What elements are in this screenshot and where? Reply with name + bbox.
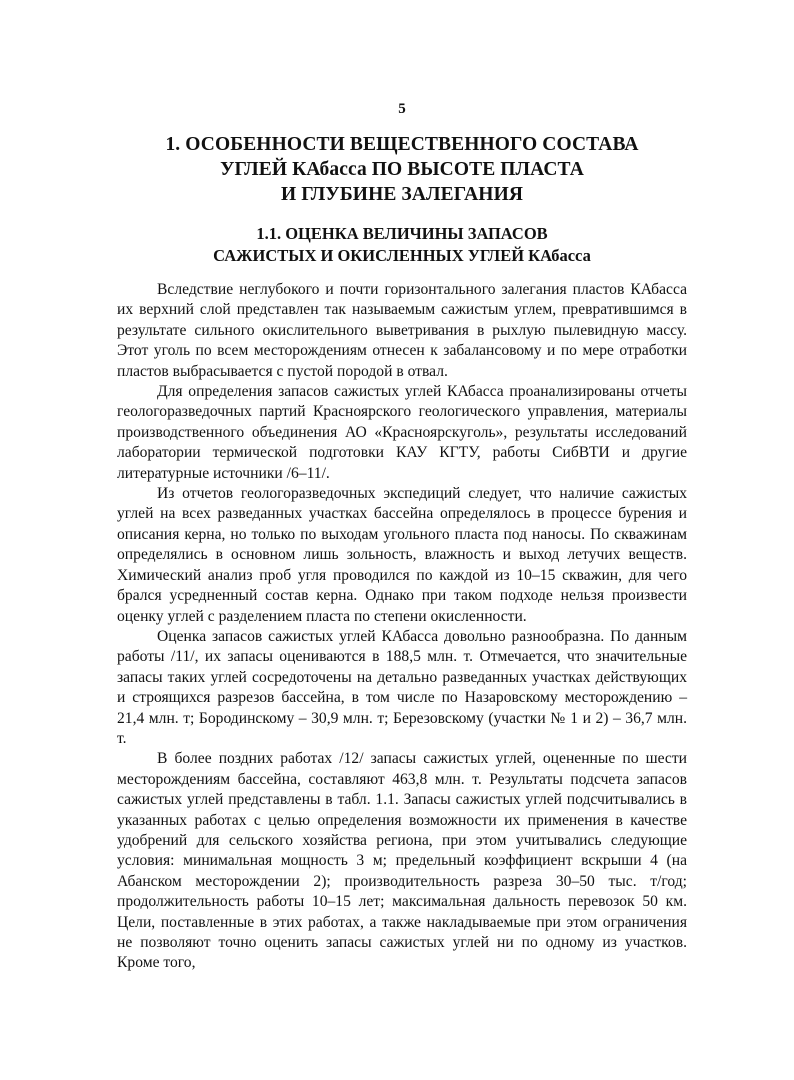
paragraph: Вследствие неглубокого и почти горизонтального залегания пластов КАбасса их верхний слой представлен так называемым сажистым углем, превратившимся в результате сильного окислительного выветривания в рыхлую пылевидную массу. Этот уголь по всем месторождениям отнесен к забалансовому и по мере отработки пластов выбрасывается с пустой породой в отвал.: [117, 281, 687, 380]
paragraph: Оценка запасов сажистых углей КАбасса довольно разнообразна. По данным работы /11/, их запасы оцениваются в 188,5 млн. т. Отмечается, что значительные запасы таких углей сосредоточены на детально разведанных участках действующих и строящихся разрезов бассейна, в том числе по Назаровскому месторождению – 21,4 млн. т; Бородинскому – 30,9 млн. т; Березовскому (участки № 1 и 2) – 36,7 млн. т.: [117, 627, 687, 747]
body-text: [117, 280, 687, 974]
paragraph: Из отчетов геологоразведочных экспедиций следует, что наличие сажистых углей на всех разведанных участках бассейна определялось в процессе бурения и описания керна, но только по выходам угольного пласта под наносы. По скважинам определялись в основном лишь зольность, влажность и выход летучих веществ. Химический анализ проб угля проводился по каждой из 10–15 скважин, для чего брался усредненный состав керна. Однако при таком подходе нельзя произвести оценку углей с разделением пласта по степени окисленности.: [117, 485, 687, 625]
document-page: [117, 100, 687, 974]
section-title: [117, 223, 687, 267]
paragraph: В более поздних работах /12/ запасы сажистых углей, оцененные по шести месторождениям бассейна, составляют 463,8 млн. т. Результаты подсчета запасов сажистых углей представлены в табл. 1.1. Запасы сажистых углей подсчитывались в указанных работах с целью определения возможности их применения в качестве удобрений для сельского хозяйства региона, при этом учитывались следующие условия: минимальная мощность 3 м; предельный коэффициент вскрыши 4 (на Абанском месторождении 2); производительность разреза 30–50 тыс. т/год; продолжительность работы 10–15 лет; максимальная дальность перевозок 50 км. Цели, поставленные в этих работах, а также накладываемые при этом ограничения не позволяют точно оценить запасы сажистых углей ни по одному из участков. Кроме того,: [117, 750, 687, 972]
paragraph: Для определения запасов сажистых углей КАбасса проанализированы отчеты геологоразведочных партий Красноярского геологического управления, материалы производственного объединения АО «Красноярскуголь», результаты исследований лаборатории термической подготовки КАУ КГТУ, работы СибВТИ и другие литературные источники /6–11/.: [117, 383, 687, 482]
chapter-title-line: И ГЛУБИНЕ ЗАЛЕГАНИЯ: [280, 184, 524, 205]
chapter-title-line: УГЛЕЙ КАбасса ПО ВЫСОТЕ ПЛАСТА: [220, 159, 584, 180]
chapter-title: [117, 132, 687, 207]
section-title-line: САЖИСТЫХ И ОКИСЛЕННЫХ УГЛЕЙ КАбасса: [213, 246, 591, 265]
chapter-title-line: 1. ОСОБЕННОСТИ ВЕЩЕСТВЕННОГО СОСТАВА: [165, 134, 639, 155]
section-title-line: 1.1. ОЦЕНКА ВЕЛИЧИНЫ ЗАПАСОВ: [256, 224, 548, 243]
page-number: 5: [398, 101, 406, 117]
